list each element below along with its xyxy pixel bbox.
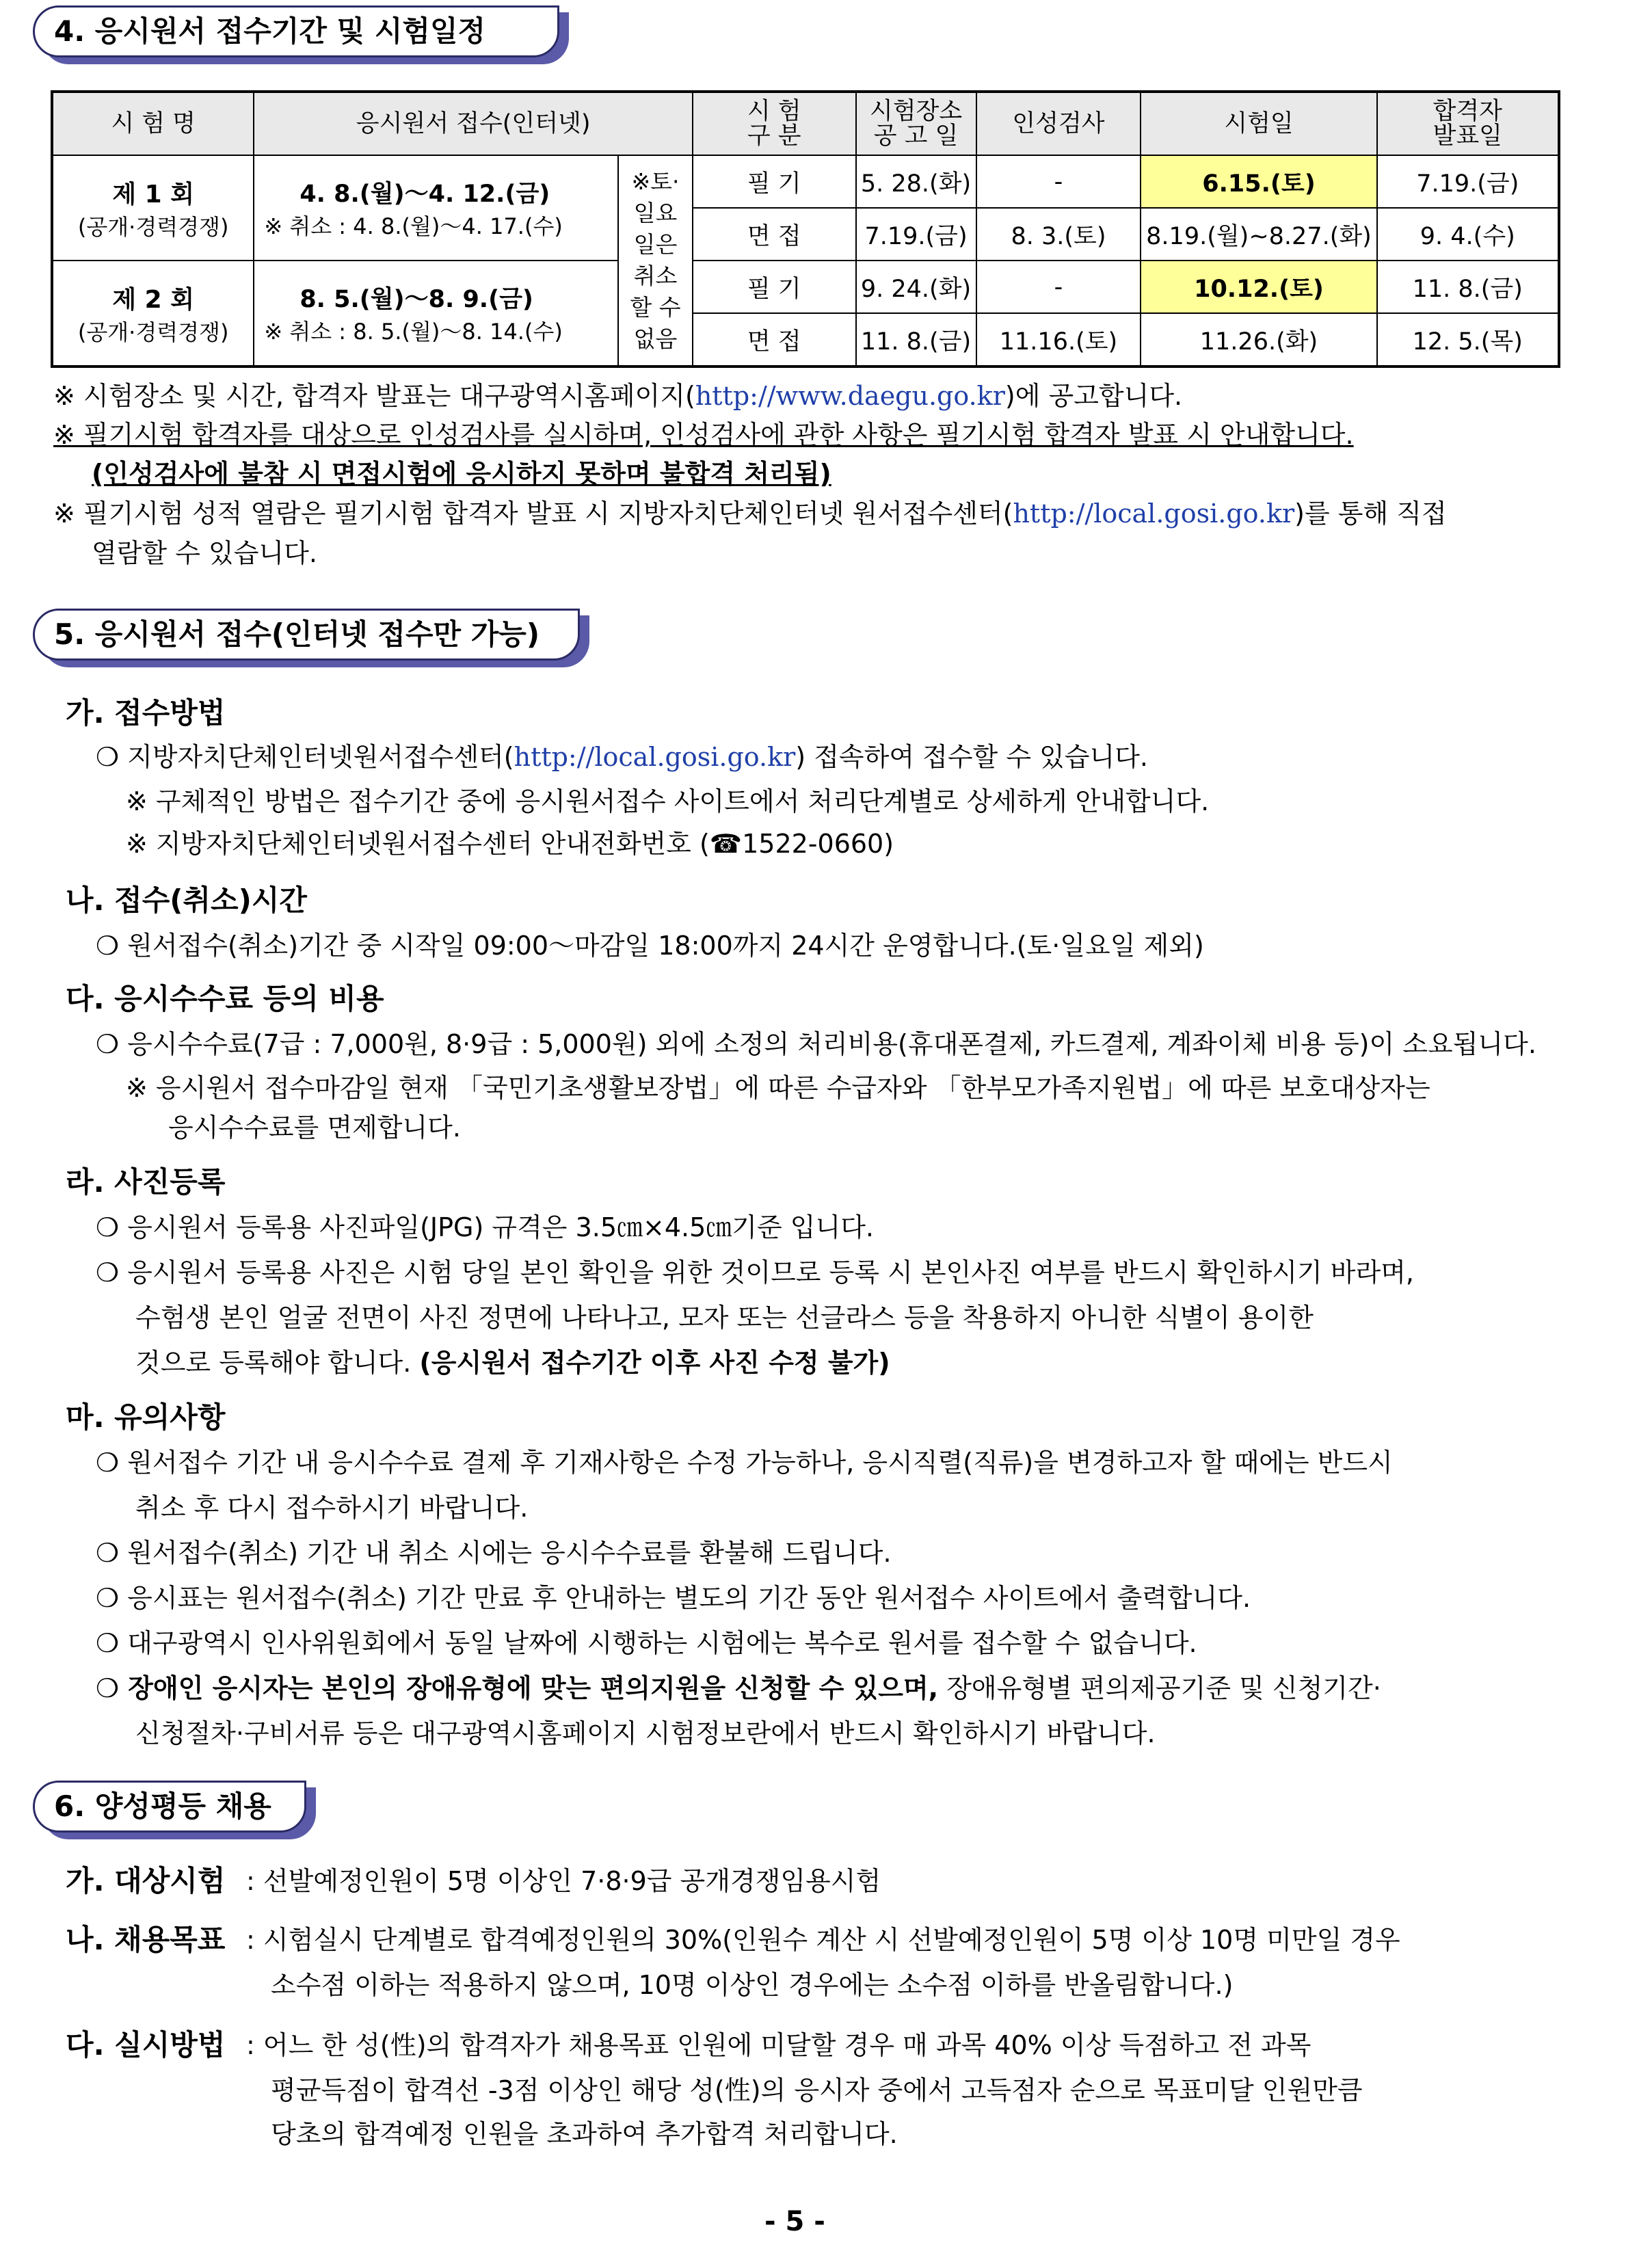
notice-date: 7.19.(금) <box>856 208 976 261</box>
section-5-title: 5. 응시원서 접수(인터넷 접수만 가능) <box>33 609 580 661</box>
personality-test: 11.16.(토) <box>976 313 1141 367</box>
round-2-period: 8. 5.(월)～8. 9.(금) <box>299 286 533 313</box>
daegu-homepage-link[interactable]: http://www.daegu.go.kr <box>695 381 1005 411</box>
ra-bullet-2: ❍ 응시원서 등록용 사진은 시험 당일 본인 확인을 위한 것이므로 등록 시 본인사진 여부를 반드시 확인하시기 바라며, <box>96 1257 1414 1288</box>
round-2-type: (공개·경력경쟁) <box>77 319 229 345</box>
note-2: ※ 필기시험 합격자를 대상으로 인성검사를 실시하며, 인성검사에 관한 사항은 필기시험 합격자 발표 시 안내합니다. <box>53 420 1354 450</box>
announce-date: 7.19.(금) <box>1377 155 1559 208</box>
ma-bullet-3: ❍ 응시표는 원서접수(취소) 기간 만료 후 안내하는 별도의 기간 동안 원서접수 사이트에서 출력합니다. <box>96 1583 1251 1613</box>
th-announce-date: 합격자 발표일 <box>1377 92 1559 155</box>
round-1-cancel: ※ 취소 : 4. 8.(월)～4. 17.(수) <box>264 213 563 239</box>
personality-test: - <box>976 155 1141 208</box>
subsection-ra-title: 라. 사진등록 <box>66 1165 226 1199</box>
s6-na-text-2: 소수점 이하는 적용하지 않으며, 10명 이상인 경우에는 소수점 이하를 반올림합니다.) <box>271 1970 1234 2000</box>
s6-na-label: 나. 채용목표 <box>66 1923 226 1956</box>
ma-bullet-5 <box>96 1667 1381 1705</box>
da-note-1: ※ 응시원서 접수마감일 현재 「국민기초생활보장법」에 따른 수급자와 「한부모가족지원법」에 따른 보호대상자는 <box>126 1073 1430 1103</box>
ga-note-2: ※ 지방자치단체인터넷원서접수센터 안내전화번호 (☎1522-0660) <box>126 829 894 859</box>
announce-date: 9. 4.(수) <box>1377 208 1559 261</box>
round-1-cell <box>52 155 254 261</box>
th-exam-date: 시험일 <box>1141 92 1376 155</box>
note-3-text: ※ 필기시험 성적 열람은 필기시험 합격자 발표 시 지방자치단체인터넷 원서접수센터( <box>53 498 1013 529</box>
subsection-na-title: 나. 접수(취소)시간 <box>66 883 307 917</box>
note-1 <box>53 375 1182 412</box>
personality-test: 8. 3.(토) <box>976 208 1141 261</box>
note-1-text: ※ 시험장소 및 시간, 합격자 발표는 대구광역시홈페이지( <box>53 381 695 411</box>
notice-date: 11. 8.(금) <box>856 313 976 367</box>
ma-bullet-4: ❍ 대구광역시 인사위원회에서 동일 날짜에 시행하는 시험에는 복수로 원서를 접수할 수 없습니다. <box>96 1628 1197 1658</box>
subsection-da-title: 다. 응시수수료 등의 비용 <box>66 982 384 1015</box>
note-1-text-end: )에 공고합니다. <box>1004 381 1183 411</box>
ma-bullet-1-cont: 취소 후 다시 접수하시기 바랍니다. <box>135 1493 529 1523</box>
exam-schedule-table <box>51 90 1560 368</box>
note-3 <box>53 492 1447 530</box>
ga-bullet-1 <box>96 736 1148 773</box>
round-1-period-cell <box>254 155 618 261</box>
th-application: 응시원서 접수(인터넷) <box>254 92 693 155</box>
section-6-title: 6. 양성평등 채용 <box>33 1781 306 1833</box>
section-4-title: 4. 응시원서 접수기간 및 시험일정 <box>33 5 559 57</box>
s6-na-text-1: : 시험실시 단계별로 합격예정인원의 30%(인원수 계산 시 선발예정인원이 5명 이상 10명 미만일 경우 <box>246 1925 1400 1955</box>
exam-kind: 필 기 <box>693 261 856 313</box>
table-header-row <box>52 92 1559 155</box>
table-row <box>52 155 1559 208</box>
subsection-ma-title: 마. 유의사항 <box>66 1400 226 1434</box>
ma-bullet-5-bold: ❍ 장애인 응시자는 본인의 장애유형에 맞는 편의지원을 신청할 수 있으며, <box>96 1673 939 1703</box>
announce-date: 12. 5.(목) <box>1377 313 1559 367</box>
note-2-emphasis: (인성검사에 불참 시 면접시험에 응시하지 못하며 불합격 처리됨) <box>92 459 831 489</box>
notice-date: 5. 28.(화) <box>856 155 976 208</box>
ma-bullet-5-rest: 장애유형별 편의제공기준 및 신청기간· <box>938 1673 1381 1703</box>
announce-date: 11. 8.(금) <box>1377 261 1559 313</box>
ma-bullet-2: ❍ 원서접수(취소) 기간 내 취소 시에는 응시수수료를 환불해 드립니다. <box>96 1538 892 1568</box>
note-3-cont: 열람할 수 있습니다. <box>92 538 317 568</box>
note-3-text-end: )를 통해 직접 <box>1294 498 1447 529</box>
local-gosi-link[interactable]: http://local.gosi.go.kr <box>1013 498 1295 529</box>
s6-ga-text: : 선발예정인원이 5명 이상인 7·8·9급 공개경쟁임용시험 <box>246 1866 881 1896</box>
th-exam-name: 시 험 명 <box>52 92 254 155</box>
exam-date: 8.19.(월)~8.27.(화) <box>1141 208 1376 261</box>
th-exam-type: 시 험 구 분 <box>693 92 856 155</box>
round-2-period-cell <box>254 261 618 367</box>
da-bullet-1: ❍ 응시수수료(7급 : 7,000원, 8·9급 : 5,000원) 외에 소정의 처리비용(휴대폰결제, 카드결제, 계좌이체 비용 등)이 소요됩니다. <box>96 1029 1536 1059</box>
ra-bullet-1: ❍ 응시원서 등록용 사진파일(JPG) 규격은 3.5㎝×4.5㎝기준 입니다. <box>96 1212 874 1242</box>
exam-kind: 필 기 <box>693 155 856 208</box>
table-row <box>52 261 1559 313</box>
notice-date: 9. 24.(화) <box>856 261 976 313</box>
ga-note-1: ※ 구체적인 방법은 접수기간 중에 응시원서접수 사이트에서 처리단계별로 상세하게 안내합니다. <box>126 786 1210 816</box>
th-notice-date: 시험장소 공 고 일 <box>856 92 976 155</box>
s6-da-label: 다. 실시방법 <box>66 2028 226 2062</box>
weekend-note: ※토·일요일은 취소할 수 없음 <box>618 155 693 367</box>
round-2-cancel: ※ 취소 : 8. 5.(월)～8. 14.(수) <box>264 319 563 345</box>
exam-date: 11.26.(화) <box>1141 313 1376 367</box>
da-note-1-cont: 응시수수료를 면제합니다. <box>168 1113 461 1143</box>
s6-ga-label: 가. 대상시험 <box>66 1864 226 1897</box>
ra-bullet-2-cont: 수험생 본인 얼굴 전면이 사진 정면에 나타나고, 모자 또는 선글라스 등을 착용하지 아니한 식별이 용이한 <box>135 1303 1314 1333</box>
s6-da-text-3: 당초의 합격예정 인원을 초과하여 추가합격 처리합니다. <box>271 2119 898 2149</box>
round-1-name: 제 1 회 <box>112 180 194 209</box>
exam-date: 6.15.(토) <box>1141 155 1376 208</box>
s6-da-text-2: 평균득점이 합격선 -3점 이상인 해당 성(性)의 응시자 중에서 고득점자 순으로 목표미달 인원만큼 <box>271 2075 1363 2105</box>
page-number: - 5 - <box>764 2206 825 2237</box>
ra-bullet-2-end <box>135 1342 890 1379</box>
exam-kind: 면 접 <box>693 313 856 367</box>
ra-bullet-2-end-text: 것으로 등록해야 합니다. <box>135 1348 412 1378</box>
exam-date: 10.12.(토) <box>1141 261 1376 313</box>
ga-bullet-1-text: ❍ 지방자치단체인터넷원서접수센터( <box>96 742 514 772</box>
ma-bullet-5-cont: 신청절차·구비서류 등은 대구광역시홈페이지 시험정보란에서 반드시 확인하시기 바랍니다. <box>135 1718 1156 1748</box>
th-personality-test: 인성검사 <box>976 92 1141 155</box>
exam-kind: 면 접 <box>693 208 856 261</box>
round-1-period: 4. 8.(월)～4. 12.(금) <box>299 181 550 208</box>
s6-da-text-1: : 어느 한 성(性)의 합격자가 채용목표 인원에 미달할 경우 매 과목 40% 이상 득점하고 전 과목 <box>246 2030 1311 2060</box>
subsection-ga-title: 가. 접수방법 <box>66 696 226 730</box>
round-1-type: (공개·경력경쟁) <box>77 213 229 240</box>
ma-bullet-1: ❍ 원서접수 기간 내 응시수수료 결제 후 기재사항은 수정 가능하나, 응시직렬(직류)을 변경하고자 할 때에는 반드시 <box>96 1448 1393 1478</box>
personality-test: - <box>976 261 1141 313</box>
local-gosi-link[interactable]: http://local.gosi.go.kr <box>514 742 796 772</box>
round-2-cell <box>52 261 254 367</box>
ra-photo-warning: (응시원서 접수기간 이후 사진 수정 불가) <box>419 1348 890 1378</box>
ga-bullet-1-text-end: ) 접속하여 접수할 수 있습니다. <box>795 742 1149 772</box>
na-bullet-1: ❍ 원서접수(취소)기간 중 시작일 09:00～마감일 18:00까지 24시간 운영합니다.(토·일요일 제외) <box>96 931 1204 961</box>
round-2-name: 제 2 회 <box>112 285 194 314</box>
